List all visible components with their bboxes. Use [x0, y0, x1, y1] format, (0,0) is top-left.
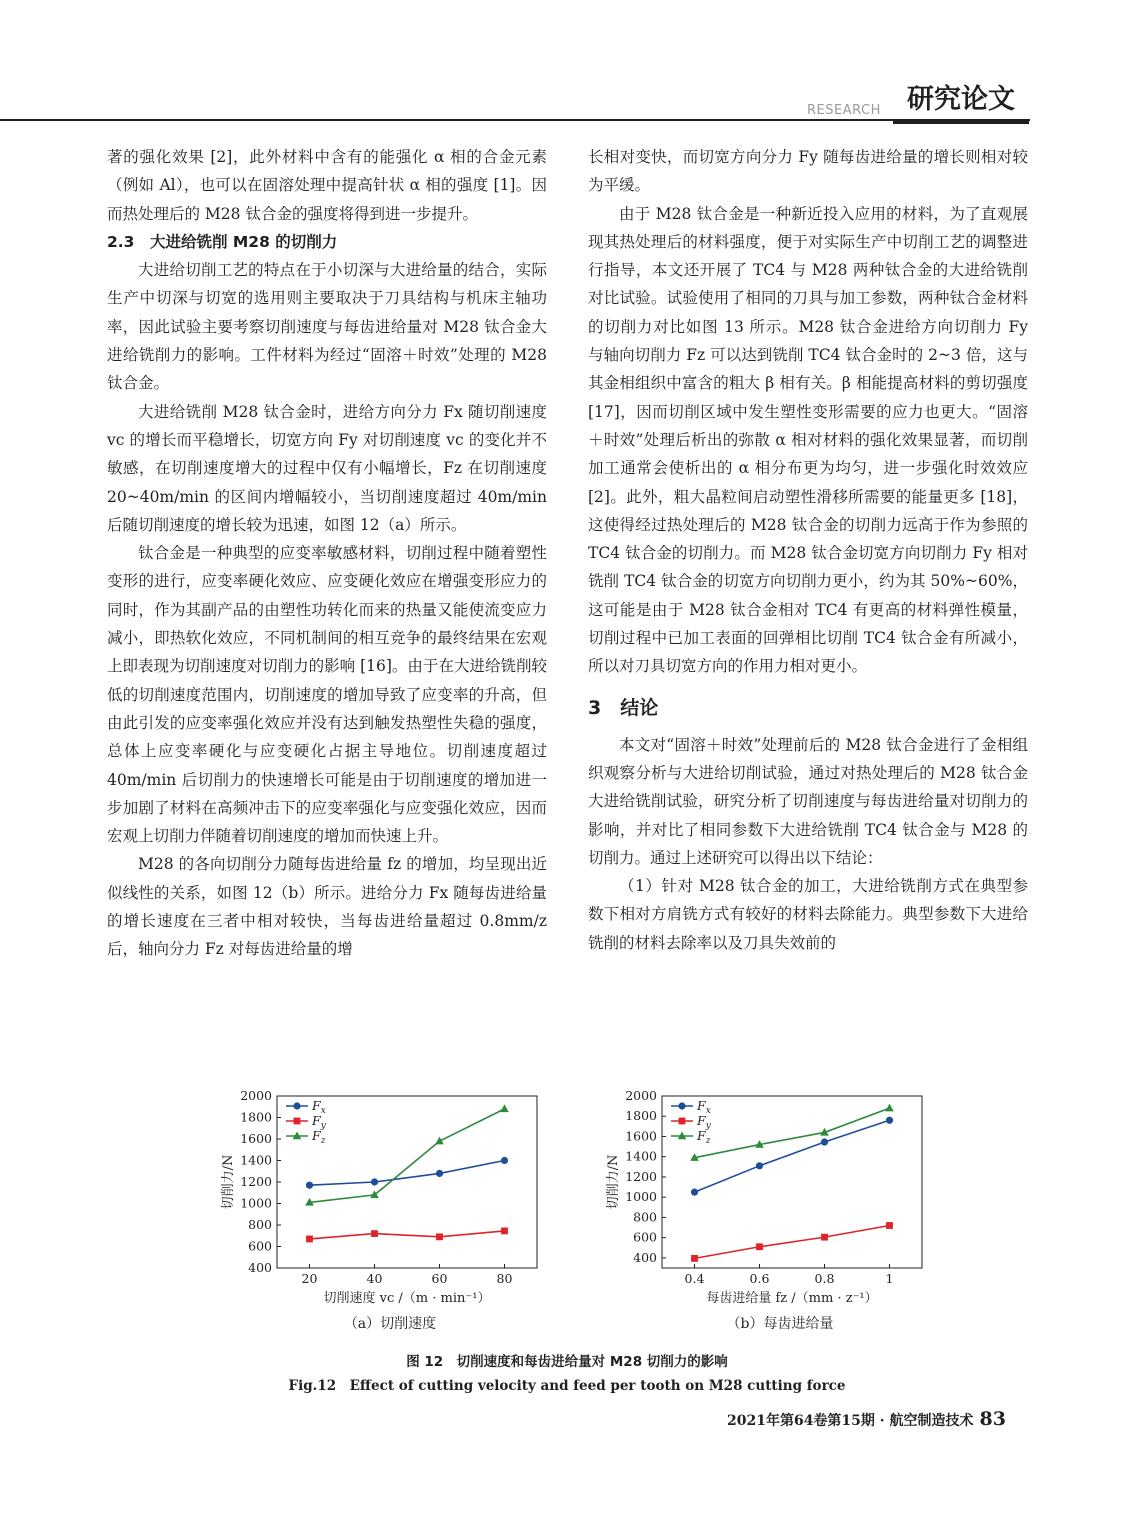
y-tick-label: 2000 [240, 1088, 272, 1103]
series-line-Fz [310, 1109, 505, 1203]
legend-marker [294, 1118, 301, 1125]
data-point-Fx [691, 1189, 698, 1196]
y-tick-label: 1000 [240, 1195, 272, 1211]
page-number: 83 [979, 1408, 1006, 1430]
header-research-label: RESEARCH [807, 103, 881, 118]
data-point-Fy [691, 1255, 698, 1262]
chart-a-svg [210, 1082, 550, 1318]
y-axis-label: 切削力/N [221, 1154, 236, 1210]
right-paragraph-1: 长相对变快，而切宽方向分力 Fy 随每齿进给量的增长则相对较为平缓。 [588, 148, 1028, 195]
data-point-Fy [371, 1230, 378, 1237]
y-tick-label: 1400 [240, 1152, 272, 1168]
left-paragraph-1: 著的强化效果 [2]，此外材料中含有的能强化 α 相的合金元素（例如 Al），也可以在固溶处理中提高针状 α 相的强度 [1]。因而热处理后的 M28 钛合金的强度将得到进一步提升。 [107, 148, 547, 223]
series-line-Fx [695, 1120, 890, 1192]
legend-label: $F_x$ [312, 1098, 326, 1116]
data-point-Fx [371, 1178, 378, 1185]
data-point-Fx [821, 1138, 828, 1145]
series-line-Fz [695, 1108, 890, 1158]
x-tick-label: 80 [496, 1271, 513, 1286]
footer-journal: 2021年第64卷第15期 · 航空制造技术 [726, 1413, 974, 1429]
y-tick-label: 800 [248, 1217, 272, 1232]
x-tick-label: 0.6 [749, 1271, 770, 1286]
section-heading-3: 3 结论 [588, 696, 659, 719]
data-point-Fy [756, 1243, 763, 1250]
y-tick-label: 1400 [625, 1148, 657, 1164]
y-tick-label: 1200 [240, 1174, 272, 1189]
data-point-Fz [500, 1104, 509, 1112]
legend-label: $F_y$ [697, 1113, 711, 1131]
legend-marker [293, 1102, 300, 1109]
legend-label: $F_z$ [312, 1128, 326, 1146]
y-tick-label: 800 [633, 1209, 657, 1225]
x-tick-label: 1 [885, 1271, 894, 1286]
data-point-Fy [821, 1234, 828, 1241]
left-paragraph-2: 大进给切削工艺的特点在于小切深与大进给量的结合，实际生产中切深与切宽的选用则主要取决于刀具结构与机床主轴功率，因此试验主要考察切削速度与每齿进给量对 M28 钛合金大进给铣削力的影响。工件材料为经过“固溶＋时效”处理的 M28 钛合金。 [107, 261, 547, 393]
left-paragraph-3: 大进给铣削 M28 钛合金时，进给方向分力 Fx 随切削速度 vc 的增长而平稳增长，切宽方向 Fy 对切削速度 vc 的变化并不敏感，在切削速度增大的过程中仅有小幅增长，Fz 在切削速度 20~40m/min 的区间内增幅较小，当切削速度超过 40m/min 后随切削速度的增长较为迅速，如图 12（a）所示。 [107, 402, 547, 534]
y-tick-label: 1800 [625, 1108, 657, 1124]
series-line-Fy [695, 1226, 890, 1259]
legend-label: $F_x$ [697, 1098, 711, 1116]
x-axis-label: 每齿进给量 fz /（mm · z⁻¹） [706, 1291, 878, 1306]
data-point-Fx [886, 1117, 893, 1124]
footer [727, 1408, 1006, 1430]
right-paragraph-3: 本文对“固溶＋时效”处理前后的 M28 钛合金进行了金相组织观察分析与大进给切削试验，通过对热处理后的 M28 钛合金大进给铣削试验，研究分析了切削速度与每齿进给量对切削力的影响，并对比了相同参数下大进给铣削 TC4 钛合金与 M28 的切削力。通过上述研究可以得出以下结论： [588, 735, 1028, 867]
data-point-Fy [501, 1228, 508, 1235]
y-tick-label: 1600 [625, 1128, 657, 1144]
x-tick-label: 0.4 [684, 1271, 705, 1286]
chart-b-subcaption: （b）每齿进给量 [726, 1316, 834, 1332]
x-tick-label: 0.8 [814, 1271, 835, 1286]
right-column [588, 143, 1028, 957]
data-point-Fx [436, 1170, 443, 1177]
legend-marker [679, 1118, 686, 1125]
data-point-Fx [756, 1162, 763, 1169]
legend-label: $F_y$ [312, 1113, 326, 1131]
x-tick-label: 60 [431, 1271, 448, 1286]
chart-b-svg [595, 1082, 935, 1318]
y-tick-label: 1200 [625, 1168, 657, 1184]
y-tick-label: 2000 [625, 1088, 657, 1103]
y-tick-label: 600 [633, 1229, 657, 1245]
x-tick-label: 40 [366, 1271, 383, 1286]
y-tick-label: 1600 [240, 1131, 272, 1146]
left-column [107, 143, 547, 964]
right-paragraph-4: （1）针对 M28 钛合金的加工，大进给铣削方式在典型参数下相对方肩铣方式有较好的材料去除能力。典型参数下大进给铣削的材料去除率以及刀具失效前的 [588, 877, 1028, 952]
y-tick-label: 400 [633, 1249, 657, 1265]
figure-caption-en: Fig.12 Effect of cutting velocity and feed per tooth on M28 cutting force [288, 1378, 846, 1394]
y-tick-label: 1800 [240, 1109, 272, 1125]
y-tick-label: 600 [248, 1238, 272, 1254]
data-point-Fx [501, 1157, 508, 1164]
data-point-Fy [306, 1236, 313, 1243]
left-paragraph-5: M28 的各向切削分力随每齿进给量 fz 的增加，均呈现出近似线性的关系，如图 12（b）所示。进给分力 Fx 随每齿进给量的增长速度在三者中相对较快，当每齿进给量超过 0.8mm/z 后，轴向分力 Fz 对每齿进给量的增 [107, 855, 547, 959]
data-point-Fy [886, 1222, 893, 1229]
data-point-Fy [436, 1233, 443, 1240]
data-point-Fx [306, 1182, 313, 1189]
chart-a [210, 1082, 550, 1322]
y-axis-label: 切削力/N [606, 1154, 621, 1210]
section-heading-2-3: 2.3 大进给铣削 M28 的切削力 [107, 232, 338, 251]
y-tick-label: 1000 [625, 1189, 657, 1205]
header-rule [0, 119, 1030, 121]
y-tick-label: 400 [248, 1260, 272, 1275]
series-line-Fy [310, 1231, 505, 1239]
left-paragraph-4: 钛合金是一种典型的应变率敏感材料，切削过程中随着塑性变形的进行，应变率硬化效应、应变硬化效应在增强变形应力的同时，作为其副产品的由塑性功转化而来的热量又能使流变应力减小，即热软化效应，不同机制间的相互竞争的最终结果在宏观上即表现为切削速度对切削力的影响 [16]。由于在大进给铣削较低的切削速度范围内，切削速度的增加导致了应变率的升高，但由此引发的应变率强化效应并没有达到触发热塑性失稳的强度，总体上应变率硬化与应变硬化占据主导地位。切削速度超过 40m/min 后切削力的快速增长可能是由于切削速度的增加进一步加剧了材料在高频冲击下的应变率强化与应变强化效应，因而宏观上切削力伴随着切削速度的增加而快速上升。 [107, 544, 547, 846]
data-point-Fz [885, 1104, 894, 1112]
right-paragraph-2: 由于 M28 钛合金是一种新近投入应用的材料，为了直观展现其热处理后的材料强度，便于对实际生产中切削工艺的调整进行指导，本文还开展了 TC4 与 M28 两种钛合金的大进给铣削对比试验。试验使用了相同的刀具与加工参数，两种钛合金材料的切削力对比如图 13 所示。M28 钛合金进给方向切削力 Fy 与轴向切削力 Fz 可以达到铣削 TC4 钛合金时的 2~3 倍，这与其金相组织中富含的粗大 β 相有关。β 相能提高材料的剪切强度 [17]，因而切削区域中发生塑性变形需要的应力也更大。“固溶＋时效”处理后析出的弥散 α 相对材料的强化效果显著，而切削加工通常会使析出的 α 相分布更为均匀，进一步强化时效效应 [2]。此外，粗大晶粒间启动塑性滑移所需要的能量更多 [18]，这使得经过热处理后的 M28 钛合金的切削力远高于作为参照的 TC4 钛合金的切削力。而 M28 钛合金切宽方向切削力 Fy 相对铣削 TC4 钛合金的切宽方向切削力更小，约为其 50%~60%，这可能是由于 M28 钛合金相对 TC4 有更高的材料弹性模量，切削过程中已加工表面的回弹相比切削 TC4 钛合金有所减小，所以对刀具切宽方向的作用力相对更小。 [588, 204, 1028, 676]
x-axis-label: 切削速度 vc /（m · min⁻¹） [323, 1291, 491, 1306]
chart-b [595, 1082, 935, 1322]
chart-a-subcaption: （a）切削速度 [343, 1316, 437, 1332]
legend-label: $F_z$ [697, 1128, 711, 1146]
series-line-Fx [310, 1161, 505, 1186]
x-tick-label: 20 [301, 1271, 318, 1286]
legend-marker [678, 1102, 685, 1109]
header-section-title: 研究论文 [893, 80, 1029, 124]
figure-caption-cn: 图 12 切削速度和每齿进给量对 M28 切削力的影响 [406, 1354, 728, 1370]
